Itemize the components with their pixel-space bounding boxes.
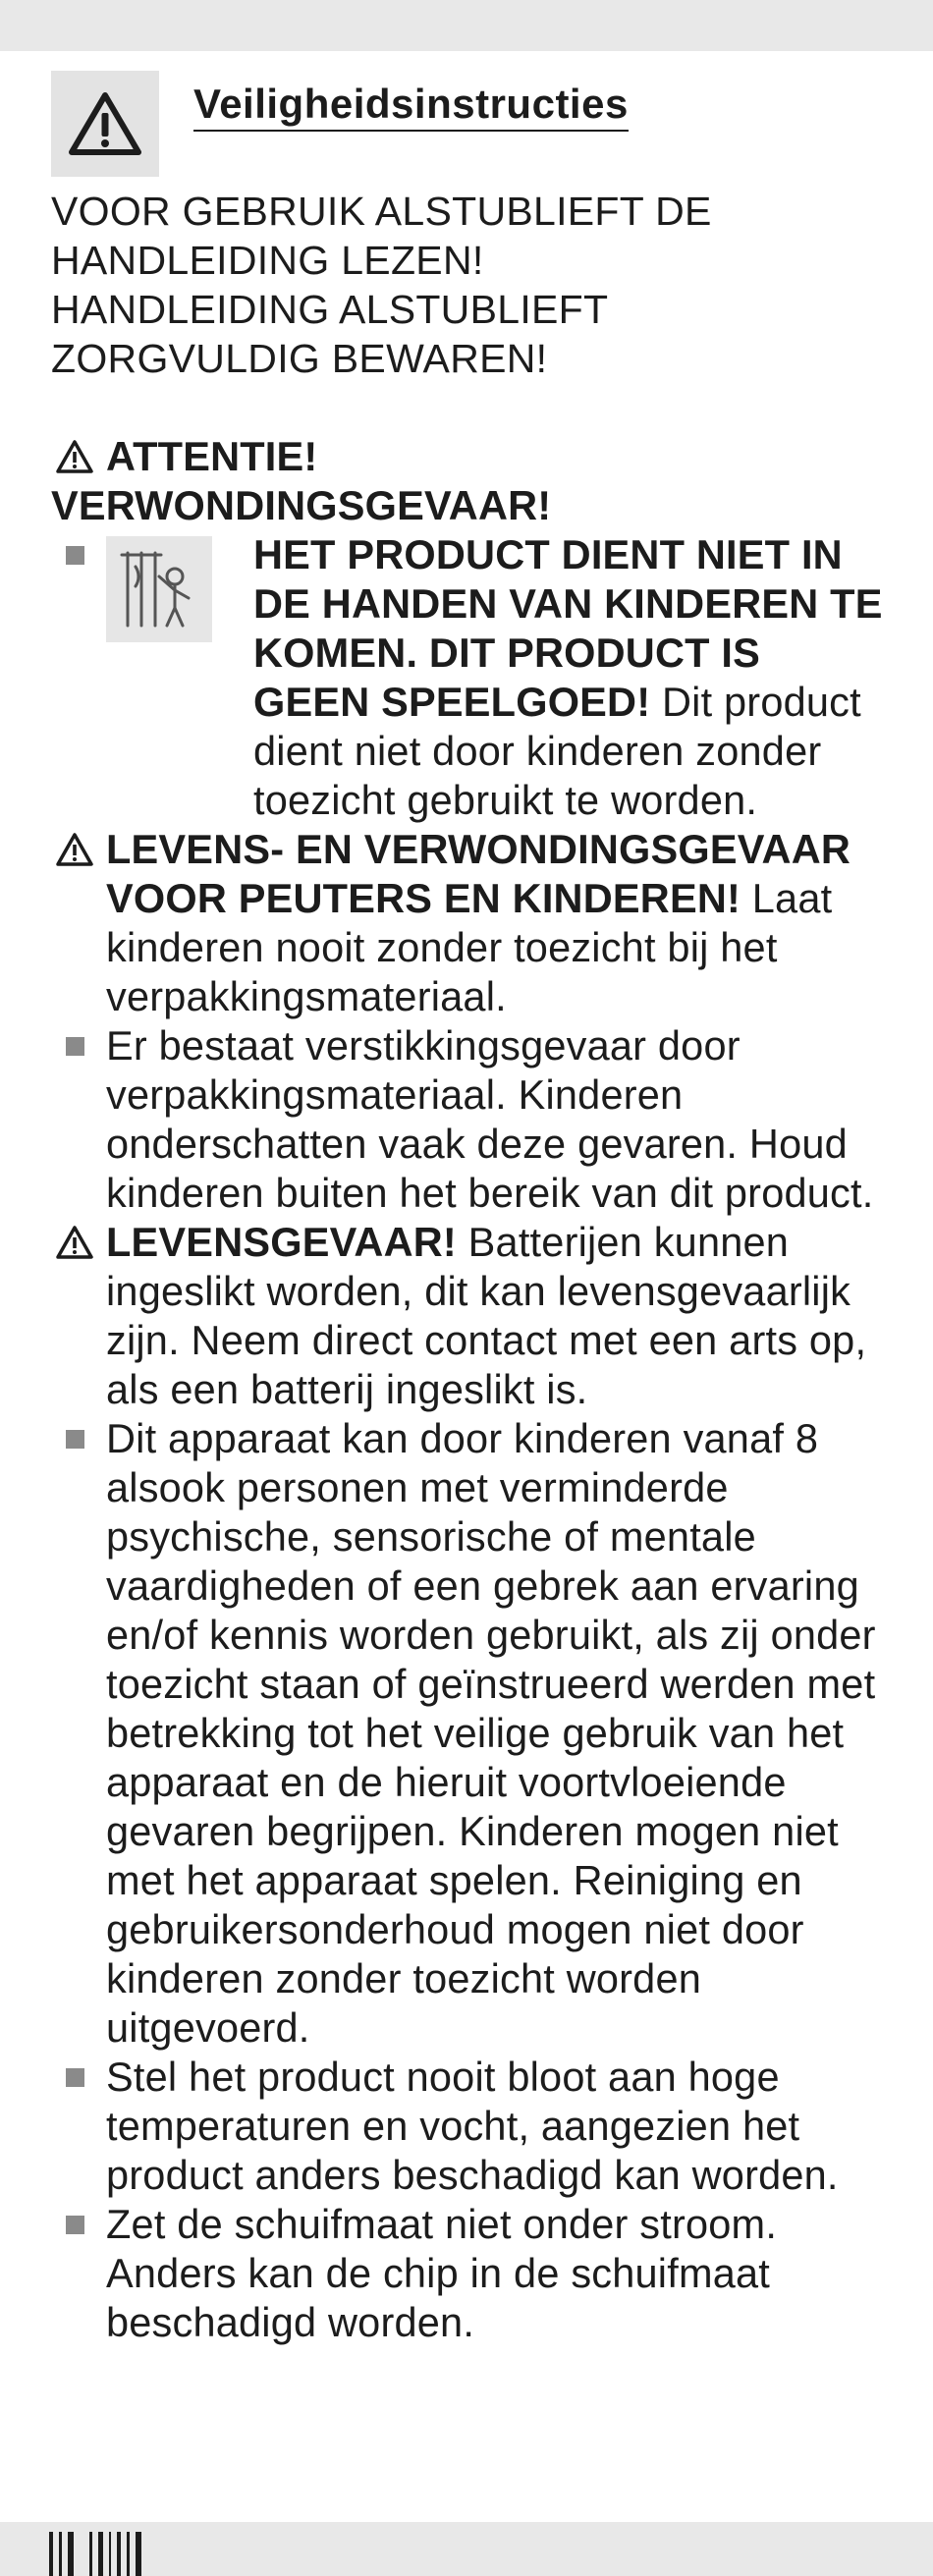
intro-line: HANDLEIDING ALSTUBLIEFT <box>51 287 609 332</box>
list-item-children <box>51 530 886 825</box>
batteries-warning-bold: LEVENSGEVAAR! <box>106 1219 457 1265</box>
suffocation-text: Er bestaat verstikkingsgevaar door verpakkingsmateriaal. Kinderen onderschatten vaak deze gevaren. Houd kinderen buiten het bereik van dit product. <box>106 1022 874 1216</box>
list-item-suffocation <box>51 1021 886 1218</box>
intro-block <box>51 187 896 383</box>
list-item-age <box>51 1414 886 2053</box>
warning-triangle-icon <box>55 832 94 867</box>
warning-triangle-icon <box>55 1225 94 1260</box>
warning-triangle-icon <box>55 439 94 474</box>
square-bullet-icon <box>66 1430 84 1449</box>
list-item-toddlers <box>51 825 886 1021</box>
list-item-temperature <box>51 2053 886 2200</box>
attention-heading <box>51 432 886 481</box>
warning-triangle-icon <box>69 91 141 156</box>
list-item-batteries <box>51 1218 886 1414</box>
square-bullet-icon <box>66 2068 84 2087</box>
attention-subtitle: VERWONDINGSGEVAAR! <box>51 482 552 528</box>
children-warning-bold: HET PRODUCT DIENT NIET IN DE HANDEN VAN KINDEREN TE KOMEN. DIT PRODUCT IS GEEN SPEELGOED! <box>253 531 883 725</box>
safety-content <box>51 432 886 2347</box>
page-title: Veiligheidsinstructies <box>193 82 629 132</box>
intro-line: HANDLEIDING LEZEN! <box>51 238 484 283</box>
children-warning-text: Dit product dient niet door kinderen zonder toezicht gebruikt te worden. <box>253 679 861 823</box>
attention-title: ATTENTIE! <box>106 433 318 479</box>
square-bullet-icon <box>66 1037 84 1056</box>
square-bullet-icon <box>66 2216 84 2234</box>
top-page-bar <box>0 0 933 51</box>
intro-line: VOOR GEBRUIK ALSTUBLIEFT DE <box>51 189 712 234</box>
square-bullet-icon <box>66 546 84 565</box>
barcode-graphic <box>49 2532 147 2576</box>
header-warning-box <box>51 71 159 177</box>
toddlers-warning-text: Laat kinderen nooit zonder toezicht bij het verpakkingsmateriaal. <box>106 875 833 1019</box>
power-text: Zet de schuifmaat niet onder stroom. Anders kan de chip in de schuifmaat beschadigd worden. <box>106 2201 778 2345</box>
age-text: Dit apparaat kan door kinderen vanaf 8 alsook personen met verminderde psychische, sensorische of mentale vaardigheden of een gebrek aan ervaring en/of kennis worden gebruikt, als zij onder toezicht staan of geïnstrueerd werden met betrekking tot het veilige gebruik van het apparaat en de hieruit voortvloeiende gevaren begrijpen. Kinderen mogen niet met het apparaat spelen. Reiniging en gebruikersonderhoud mogen niet door kinderen zonder toezicht worden uitgevoerd. <box>106 1415 876 2051</box>
batteries-warning-text: Batterijen kunnen ingeslikt worden, dit kan levensgevaarlijk zijn. Neem direct contact met een arts op, als een batterij ingeslikt is. <box>106 1219 867 1412</box>
temperature-text: Stel het product nooit bloot aan hoge temperaturen en vocht, aangezien het product anders beschadigd kan worden. <box>106 2054 839 2198</box>
child-behind-bars-icon <box>106 536 212 642</box>
toddlers-warning-bold: LEVENS- EN VERWONDINGSGEVAAR VOOR PEUTERS EN KINDEREN! <box>106 826 851 921</box>
list-item-power <box>51 2200 886 2347</box>
intro-line: ZORGVULDIG BEWAREN! <box>51 336 548 381</box>
